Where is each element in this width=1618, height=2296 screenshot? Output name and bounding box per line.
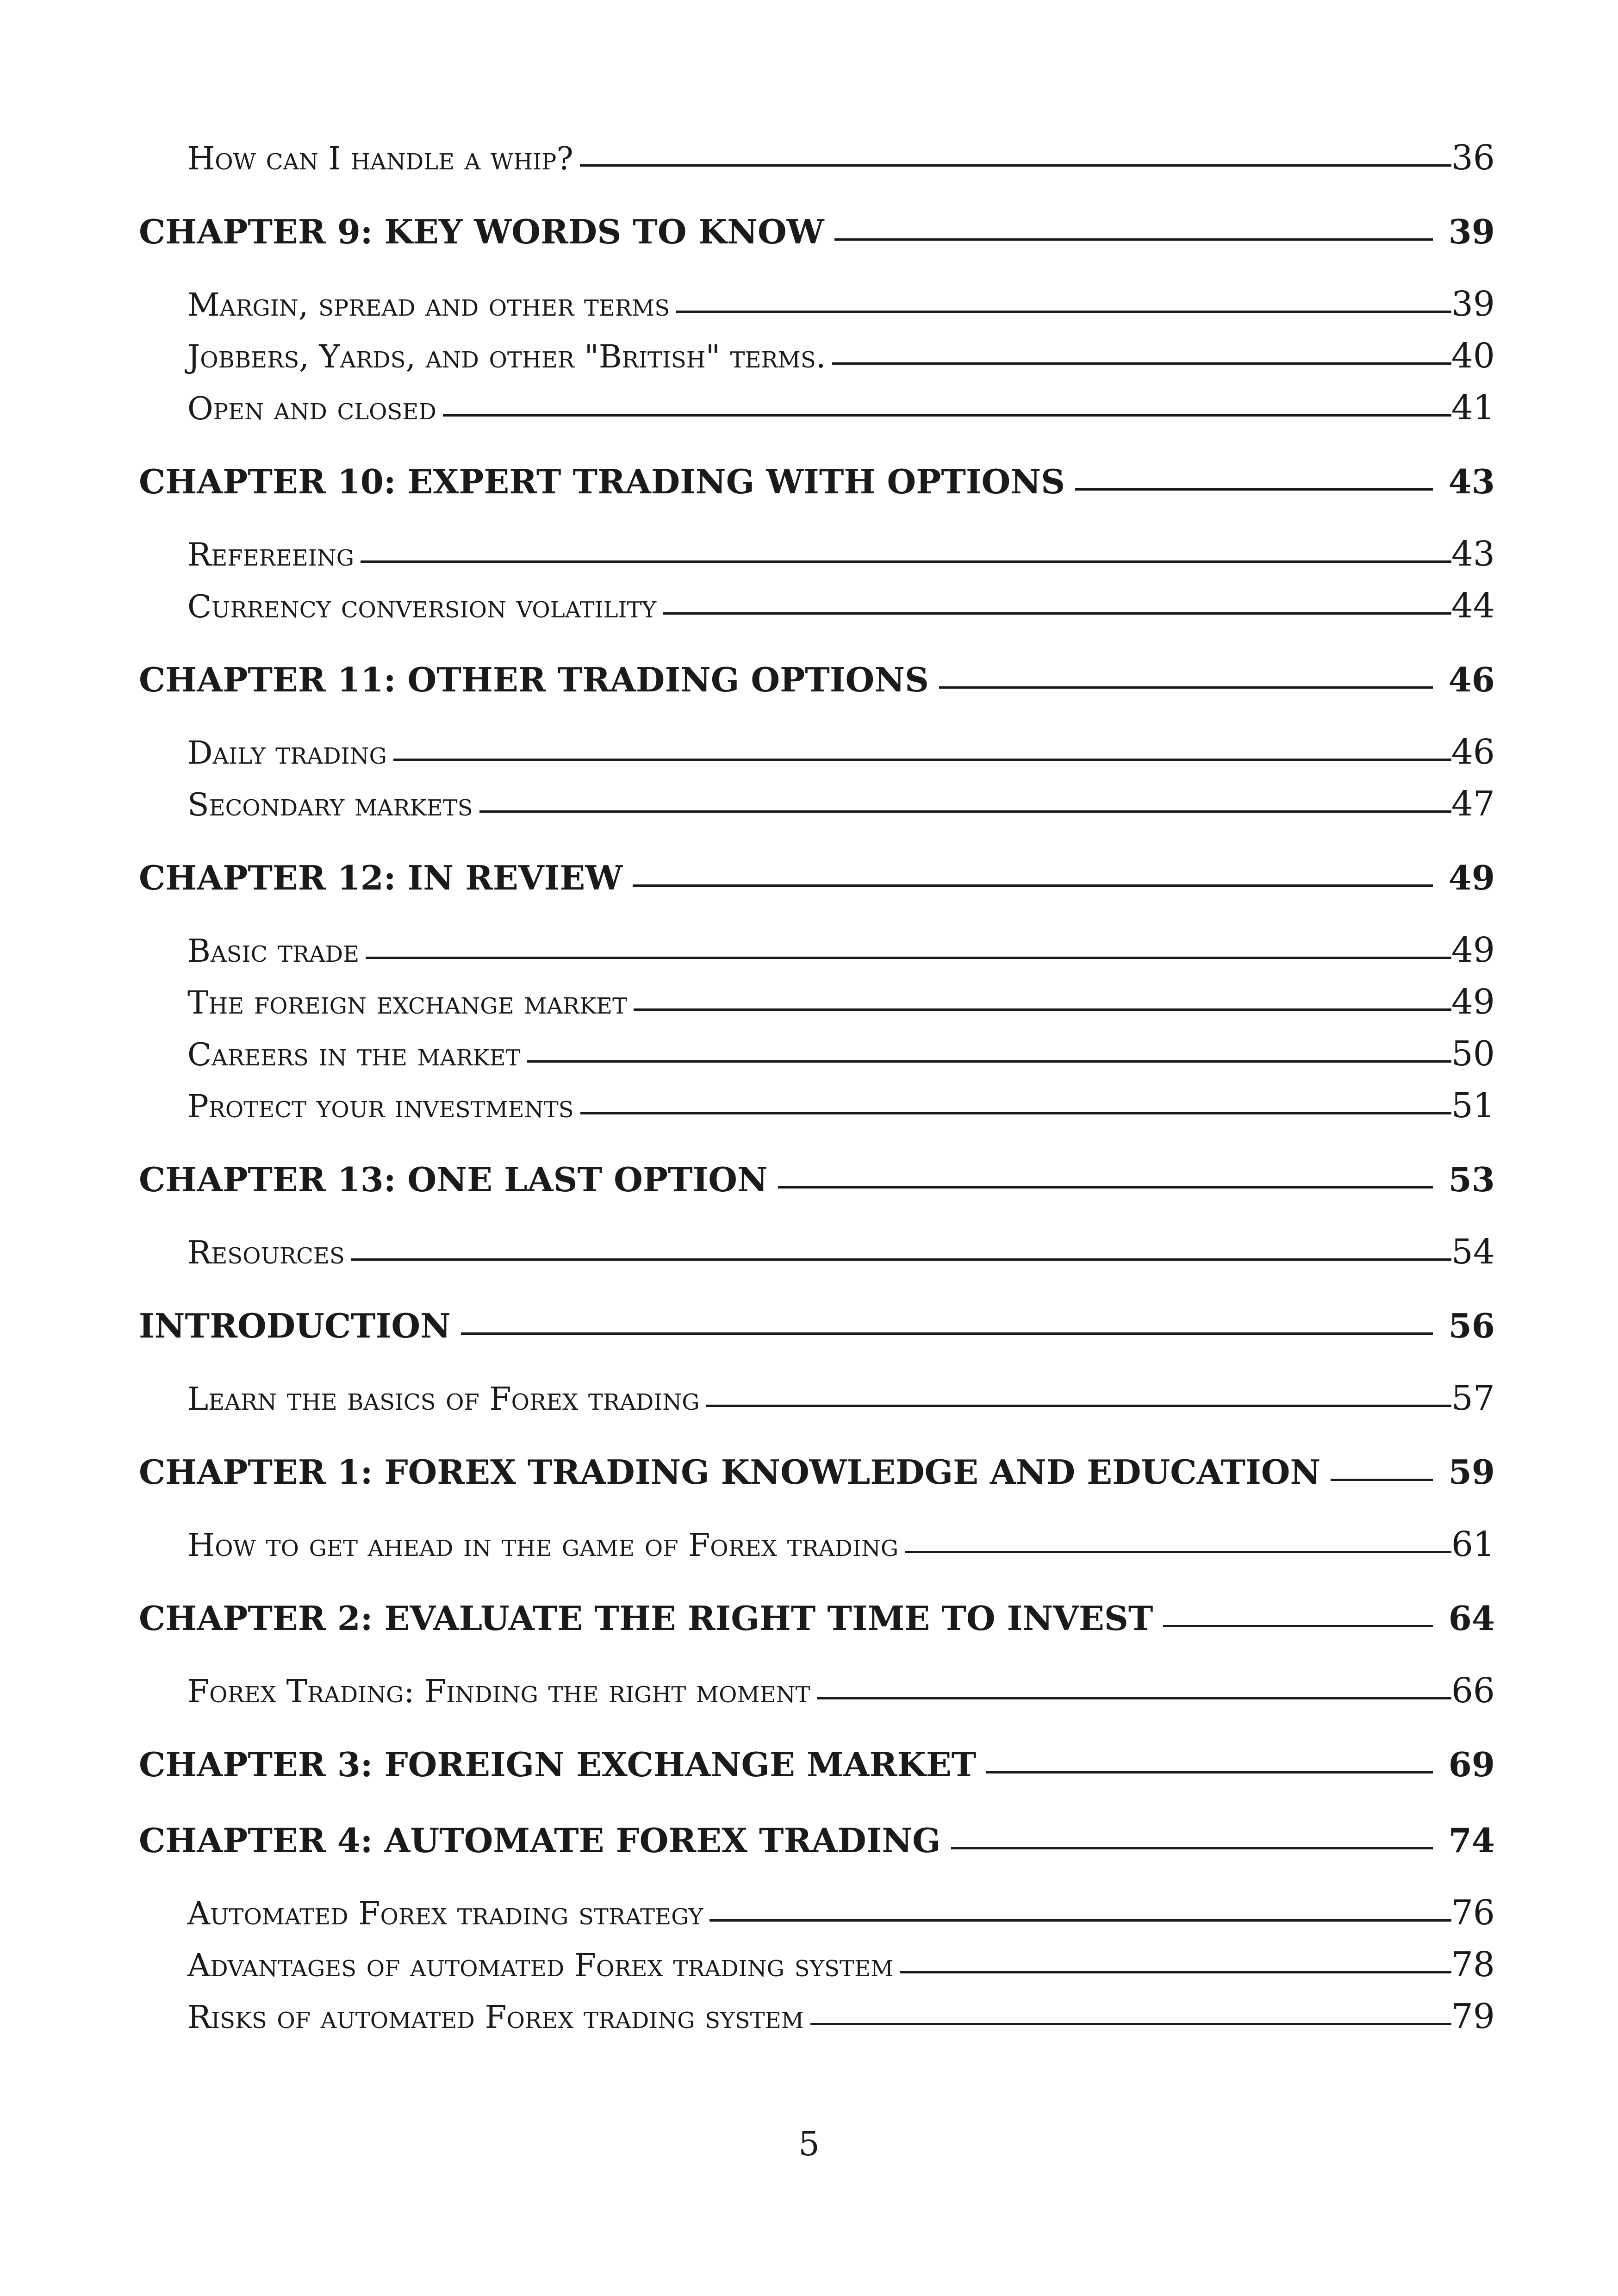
toc-leader-line — [1075, 488, 1433, 491]
toc-entry-page: 51 — [1451, 1086, 1495, 1126]
toc-entry-title: The foreign exchange market — [187, 985, 628, 1021]
toc-section-entry[interactable] — [139, 778, 1495, 830]
toc-entry-title: Protect your investments — [187, 1089, 574, 1125]
toc-entry-page: 49 — [1451, 982, 1495, 1022]
toc-leader-line — [810, 2023, 1451, 2025]
section-gap — [139, 1207, 1495, 1226]
toc-chapter-entry[interactable] — [139, 1813, 1495, 1868]
toc-section-entry[interactable] — [139, 1080, 1495, 1132]
toc-leader-line — [580, 1112, 1451, 1114]
toc-entry-title: Automated Forex trading strategy — [187, 1896, 703, 1932]
toc-section-entry[interactable] — [139, 382, 1495, 434]
toc-entry-title: Resources — [187, 1235, 345, 1271]
toc-entry-page: 59 — [1448, 1452, 1495, 1492]
toc-entry-title: CHAPTER 12: IN REVIEW — [139, 858, 623, 897]
toc-section-entry[interactable] — [139, 1518, 1495, 1570]
toc-entry-title: CHAPTER 11: OTHER TRADING OPTIONS — [139, 660, 929, 699]
toc-entry-title: Margin, spread and other terms — [187, 287, 670, 324]
toc-entry-page: 74 — [1448, 1821, 1495, 1860]
toc-section-entry[interactable] — [139, 1665, 1495, 1717]
toc-entry-page: 54 — [1451, 1232, 1495, 1272]
toc-entry-title: CHAPTER 10: EXPERT TRADING WITH OPTIONS — [139, 462, 1065, 501]
toc-entry-title: Risks of automated Forex trading system — [187, 1999, 804, 2036]
section-gap — [139, 708, 1495, 726]
toc-entry-page: 49 — [1448, 858, 1495, 897]
toc-entry-page: 64 — [1448, 1599, 1495, 1638]
toc-leader-line — [1331, 1479, 1432, 1481]
toc-section-entry[interactable] — [139, 1226, 1495, 1278]
toc-section-entry[interactable] — [139, 1372, 1495, 1424]
toc-entry-page: 41 — [1451, 388, 1495, 428]
toc-entry-page: 46 — [1451, 732, 1495, 772]
toc-entry-page: 78 — [1451, 1945, 1495, 1985]
toc-entry-page: 56 — [1448, 1306, 1495, 1345]
toc-entry-page: 50 — [1451, 1034, 1495, 1074]
toc-leader-line — [663, 612, 1451, 615]
section-gap — [139, 1646, 1495, 1665]
toc-leader-line — [951, 1847, 1433, 1849]
toc-entry-page: 39 — [1451, 284, 1495, 324]
toc-entry-title: Basic trade — [187, 933, 360, 970]
toc-leader-line — [393, 759, 1451, 761]
page-number: 5 — [798, 2124, 820, 2163]
toc-section-entry[interactable] — [139, 976, 1495, 1028]
toc-leader-line — [709, 1919, 1451, 1922]
toc-leader-line — [351, 1258, 1451, 1261]
toc-chapter-entry[interactable] — [139, 1737, 1495, 1792]
section-gap — [139, 1354, 1495, 1372]
toc-chapter-entry[interactable] — [139, 652, 1495, 708]
toc-entry-title: Learn the basics of Forex trading — [187, 1381, 700, 1418]
toc-leader-line — [366, 957, 1451, 959]
toc-leader-line — [633, 884, 1433, 887]
toc-entry-title: Jobbers, Yards, and other "British" terms. — [187, 339, 826, 375]
toc-entry-page: 79 — [1451, 1997, 1495, 2036]
toc-entry-title: How can I handle a whip? — [187, 141, 573, 177]
toc-entry-title: CHAPTER 4: AUTOMATE FOREX TRADING — [139, 1821, 941, 1860]
section-gap — [139, 906, 1495, 924]
toc-chapter-entry[interactable] — [139, 1444, 1495, 1500]
toc-entry-title: Daily trading — [187, 735, 387, 772]
toc-entry-page: 46 — [1448, 660, 1495, 699]
toc-entry-page: 49 — [1451, 930, 1495, 970]
section-gap — [139, 1500, 1495, 1518]
toc-leader-line — [361, 560, 1451, 563]
toc-leader-line — [834, 238, 1433, 241]
toc-entry-page: 36 — [1451, 138, 1495, 178]
table-of-contents — [139, 132, 1495, 2042]
toc-entry-title: Refereeing — [187, 537, 355, 573]
toc-entry-page: 69 — [1448, 1745, 1495, 1784]
toc-leader-line — [479, 810, 1451, 813]
toc-entry-title: Open and closed — [187, 391, 436, 427]
toc-leader-line — [706, 1405, 1451, 1407]
toc-entry-title: CHAPTER 13: ONE LAST OPTION — [139, 1160, 768, 1199]
toc-chapter-entry[interactable] — [139, 850, 1495, 906]
toc-entry-title: Careers in the market — [187, 1037, 521, 1073]
toc-leader-line — [527, 1060, 1451, 1063]
toc-leader-line — [817, 1697, 1451, 1699]
section-gap — [139, 510, 1495, 528]
toc-leader-line — [778, 1186, 1433, 1188]
toc-entry-page: 43 — [1451, 534, 1495, 574]
toc-leader-line — [580, 164, 1451, 167]
toc-chapter-entry[interactable] — [139, 1591, 1495, 1646]
toc-leader-line — [832, 362, 1451, 365]
toc-entry-page: 43 — [1448, 462, 1495, 501]
toc-section-entry[interactable] — [139, 330, 1495, 382]
toc-entry-title: Advantages of automated Forex trading system — [187, 1948, 894, 1984]
toc-entry-title: CHAPTER 1: FOREX TRADING KNOWLEDGE AND EDUCATION — [139, 1452, 1321, 1492]
toc-entry-title: CHAPTER 3: FOREIGN EXCHANGE MARKET — [139, 1745, 977, 1784]
toc-leader-line — [905, 1551, 1451, 1553]
toc-section-entry[interactable] — [139, 580, 1495, 632]
section-gap — [139, 260, 1495, 278]
toc-entry-page: 76 — [1451, 1893, 1495, 1933]
toc-leader-line — [461, 1332, 1433, 1335]
toc-section-entry[interactable] — [139, 132, 1495, 184]
toc-entry-title: Forex Trading: Finding the right moment — [187, 1674, 810, 1710]
toc-chapter-entry[interactable] — [139, 1152, 1495, 1207]
toc-chapter-entry[interactable] — [139, 204, 1495, 260]
toc-section-entry[interactable] — [139, 726, 1495, 778]
toc-section-entry[interactable] — [139, 924, 1495, 976]
toc-leader-line — [443, 414, 1451, 417]
toc-entry-title: CHAPTER 2: EVALUATE THE RIGHT TIME TO INVEST — [139, 1599, 1153, 1638]
toc-entry-page: 57 — [1451, 1378, 1495, 1418]
toc-leader-line — [939, 686, 1433, 689]
toc-entry-title: Secondary markets — [187, 787, 473, 823]
toc-entry-page: 44 — [1451, 586, 1495, 626]
toc-entry-page: 53 — [1448, 1160, 1495, 1199]
toc-entry-page: 39 — [1448, 212, 1495, 251]
toc-leader-line — [1163, 1625, 1432, 1627]
toc-entry-title: INTRODUCTION — [139, 1306, 451, 1345]
toc-entry-page: 40 — [1451, 336, 1495, 376]
toc-leader-line — [986, 1771, 1432, 1773]
toc-leader-line — [634, 1008, 1451, 1011]
toc-section-entry[interactable] — [139, 1028, 1495, 1080]
toc-section-entry[interactable] — [139, 528, 1495, 580]
toc-section-entry[interactable] — [139, 1991, 1495, 2042]
toc-section-entry[interactable] — [139, 1887, 1495, 1939]
toc-leader-line — [676, 311, 1451, 313]
toc-chapter-entry[interactable] — [139, 1298, 1495, 1354]
toc-entry-title: CHAPTER 9: KEY WORDS TO KNOW — [139, 212, 824, 251]
toc-entry-page: 47 — [1451, 784, 1495, 824]
toc-section-entry[interactable] — [139, 278, 1495, 330]
toc-entry-title: Currency conversion volatility — [187, 589, 657, 625]
toc-entry-page: 66 — [1451, 1671, 1495, 1711]
toc-chapter-entry[interactable] — [139, 454, 1495, 510]
toc-entry-title: How to get ahead in the game of Forex trading — [187, 1527, 899, 1564]
toc-leader-line — [900, 1971, 1451, 1973]
toc-section-entry[interactable] — [139, 1939, 1495, 1991]
toc-entry-page: 61 — [1451, 1524, 1495, 1564]
section-gap — [139, 1868, 1495, 1887]
